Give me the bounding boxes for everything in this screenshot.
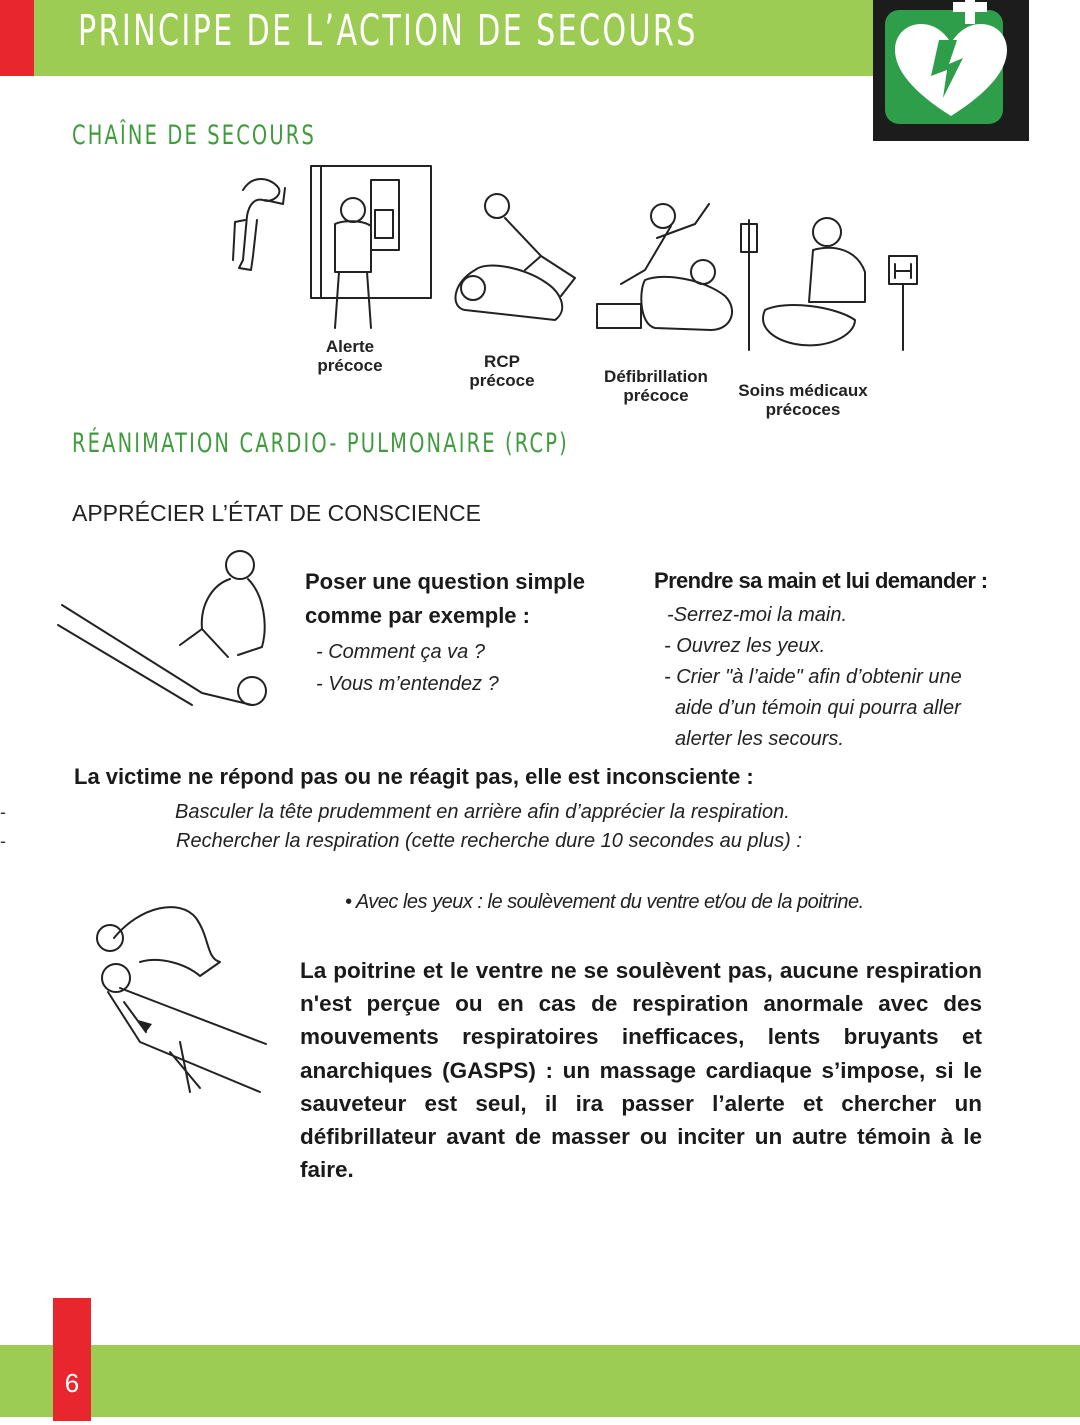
step-item: Rechercher la respiration (cette recherche dure 10 secondes au plus) : <box>176 830 802 852</box>
hand-item: -Serrez-moi la main. <box>667 604 848 626</box>
hand-title: Prendre sa main et lui demander : <box>654 568 988 593</box>
step-item: Basculer la tête prudemment en arrière afin d’apprécier la respiration. <box>175 801 790 823</box>
chain-step-label: Défibrillation précoce <box>604 367 708 405</box>
defibrillator-heart-icon <box>873 0 1029 141</box>
subheading-consciousness: APPRÉCIER L’ÉTAT DE CONSCIENCE <box>72 500 481 526</box>
footer-red-tab <box>53 1298 91 1421</box>
section-heading-chain: CHAÎNE DE SECOURS <box>72 120 316 151</box>
chain-step-label: RCP précoce <box>469 352 535 390</box>
hand-item: - Ouvrez les yeux. <box>664 635 826 657</box>
page-title: PRINCIPE DE L’ACTION DE SECOURS <box>78 6 698 56</box>
hand-item: aide d’un témoin qui pourra aller <box>675 697 961 719</box>
section-heading-rcp: RÉANIMATION CARDIO- PULMONAIRE (RCP) <box>72 428 569 459</box>
page-number: 6 <box>64 1368 80 1398</box>
bullet-item: • Avec les yeux : le soulèvement du ventre et/ou de la poitrine. <box>345 891 864 913</box>
defibrillation-figure-icon <box>597 204 732 330</box>
cpr-figure-icon <box>456 194 575 320</box>
hand-list <box>664 600 1024 755</box>
phone-booth-icon <box>311 166 431 328</box>
question-item: - Comment ça va ? <box>316 641 485 663</box>
dash-marker: - <box>0 831 6 851</box>
header-red-tab <box>0 0 34 76</box>
consciousness-check-illustration <box>52 545 277 720</box>
question-item: - Vous m’entendez ? <box>316 673 499 695</box>
chain-of-survival-illustration <box>225 160 945 360</box>
collapse-figure-icon <box>233 179 285 270</box>
dash-marker: - <box>0 802 6 822</box>
hand-item: alerter les secours. <box>675 728 844 750</box>
question-title: Poser une question simple comme par exemple : <box>305 569 585 628</box>
breathing-paragraph: La poitrine et le ventre ne se soulèvent pas, aucune respiration n'est perçue ou en cas de respiration anormale avec des mouvements respiratoires inefficaces, lents bruyants et anarchiques (GASPS) : un massage cardiaque s’impose, si le sauveteur est seul, il ira passer l’alerte et chercher un défibrillateur avant de masser ou inciter un autre témoin à le faire. <box>300 958 982 1183</box>
chain-step-label: Alerte précoce <box>317 337 383 375</box>
hand-item: - Crier "à l’aide" afin d’obtenir une <box>664 666 962 688</box>
breathing-check-illustration <box>80 892 270 1104</box>
chain-step-label: Soins médicaux précoces <box>738 381 868 419</box>
unconscious-title: La victime ne répond pas ou ne réagit pas, elle est inconsciente : <box>74 764 754 789</box>
question-list <box>316 636 499 700</box>
medical-care-figure-icon <box>741 218 917 350</box>
footer-bar <box>0 1345 1080 1417</box>
